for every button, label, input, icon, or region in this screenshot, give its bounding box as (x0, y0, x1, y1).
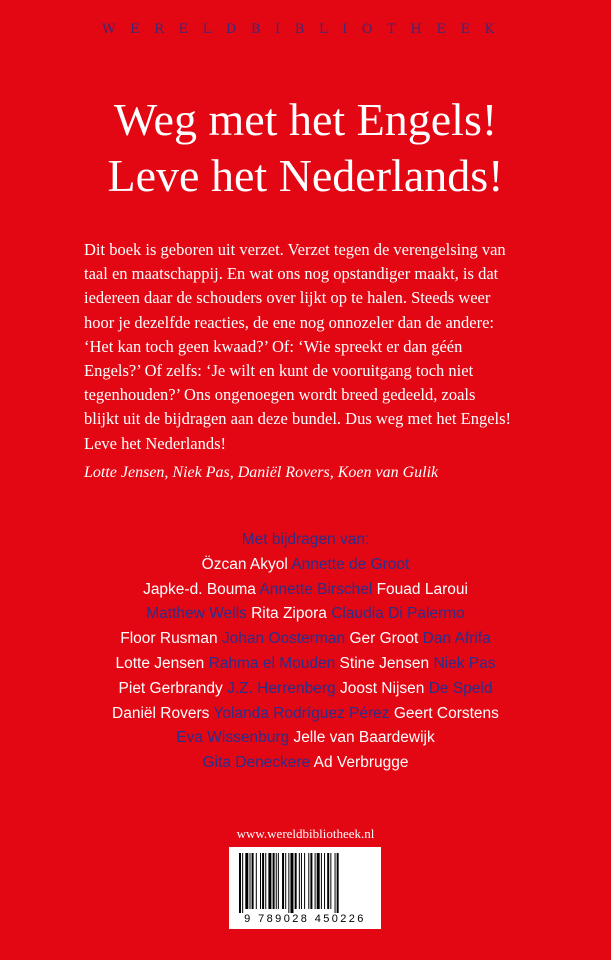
contributor-name: Geert Corstens (393, 704, 499, 722)
barcode-bar (282, 853, 284, 909)
barcode-bar (299, 853, 300, 909)
contributor-name: Eva Wissenburg (176, 729, 290, 747)
barcode-bar (324, 853, 325, 909)
contributor-name: Lotte Jensen (115, 654, 205, 672)
barcode-bar (256, 853, 257, 909)
publisher-name: WERELDBIBLIOTHEEK (102, 22, 509, 37)
contributors-block (0, 528, 611, 776)
barcode-bar (273, 853, 275, 909)
barcode-bar (265, 853, 266, 909)
contributors-row (0, 677, 611, 702)
contributor-name: Annette de Groot (291, 555, 410, 573)
barcode-bars (235, 853, 375, 913)
headline (0, 92, 611, 204)
contributor-name: Ger Groot (349, 630, 419, 648)
contributors-row (0, 602, 611, 627)
contributors-row (0, 627, 611, 652)
barcode-bar (242, 853, 243, 913)
contributor-name: Johan Oosterman (221, 630, 346, 648)
barcode-bar (301, 853, 302, 909)
barcode-bar (245, 853, 248, 909)
barcode-bar (315, 853, 316, 909)
contributor-name: Dan Afrifa (422, 630, 491, 648)
contributor-name: Matthew Wells (146, 605, 247, 623)
contributor-name: Floor Rusman (120, 630, 218, 648)
isbn-number: 9 789028 450226 (244, 913, 366, 925)
barcode-bar (278, 853, 279, 909)
barcode-bar (310, 853, 312, 909)
contributors-row (0, 553, 611, 578)
barcode-bar (262, 853, 264, 909)
contributor-name: Özcan Akyol (201, 555, 288, 573)
contributor-name: Rita Zipora (251, 605, 327, 623)
contributor-name: De Speld (428, 679, 493, 697)
barcode-bar (239, 853, 241, 913)
contributors-title: Met bijdragen van: (241, 531, 370, 548)
contributor-name: Fouad Laroui (376, 580, 468, 598)
contributor-name: Ad Verbrugge (313, 754, 409, 772)
contributor-name: Yolanda Rodríguez Pérez (213, 704, 390, 722)
website-url: www.wereldbibliotheek.nl (236, 826, 375, 841)
contributor-name: Piet Gerbrandy (118, 679, 223, 697)
barcode-bar (260, 853, 261, 909)
contributor-name: Stine Jensen (339, 654, 430, 672)
contributor-name: Daniël Rovers (112, 704, 210, 722)
barcode-bar (327, 853, 329, 909)
contributor-name: Annette Birschel (259, 580, 373, 598)
contributor-name: Jelle van Baardewijk (293, 729, 435, 747)
barcode-bar (308, 853, 309, 909)
barcode-bar (330, 853, 331, 909)
contributor-name: Gita Deneckere (202, 754, 311, 772)
headline-line-1: Weg met het Engels! (113, 94, 498, 145)
barcode-bar (285, 853, 286, 909)
contributor-name: J.Z. Herrenberg (227, 679, 336, 697)
blurb-text: Dit boek is geboren uit verzet. Verzet tegen de verengelsing van taal en maatschappij. En wat ons nog opstandiger maakt, is dat iedereen daar de schouders over lijkt op te halen. Steeds weer hoor je dezelfde reacties, de ene nog onnozeler dan de andere: ‘Het kan toch geen kwaad?’ Of: ‘Wie spreekt er dan géén Engels?’ Of zelfs: ‘Je wilt en kunt de vooruitgang toch niet tegenhouden?’ Ons ongenoegen wordt breed gedeeld, zoals blijkt uit de bijdragen aan deze bundel. Dus weg met het Engels! Leve het Nederlands! (84, 240, 512, 453)
contributors-row (0, 702, 611, 727)
barcode-bar (268, 853, 271, 909)
editors-line: Lotte Jensen, Niek Pas, Daniël Rovers, Koen van Gulik (84, 464, 439, 481)
barcode-bar (290, 853, 293, 913)
barcode-bar (288, 853, 289, 913)
barcode-bar (321, 853, 322, 909)
headline-line-2: Leve het Nederlands! (107, 150, 504, 201)
barcode-bar (337, 853, 339, 913)
barcode-bar (252, 853, 254, 909)
barcode-bar (317, 853, 320, 909)
contributor-name: Joost Nijsen (339, 679, 425, 697)
contributor-name: Niek Pas (433, 654, 496, 672)
barcode-bar (276, 853, 277, 909)
contributors-row (0, 751, 611, 776)
barcode (229, 847, 381, 929)
contributors-row (0, 652, 611, 677)
contributor-name: Japke-d. Bouma (143, 580, 256, 598)
contributor-name: Rahma el Mouden (208, 654, 336, 672)
contributors-row (0, 578, 611, 603)
barcode-bar (250, 853, 251, 909)
contributor-name: Claudia Di Palermo (331, 605, 465, 623)
barcode-bar (304, 853, 305, 909)
contributors-row (0, 726, 611, 751)
barcode-bar (295, 853, 297, 909)
barcode-bar (335, 853, 336, 913)
